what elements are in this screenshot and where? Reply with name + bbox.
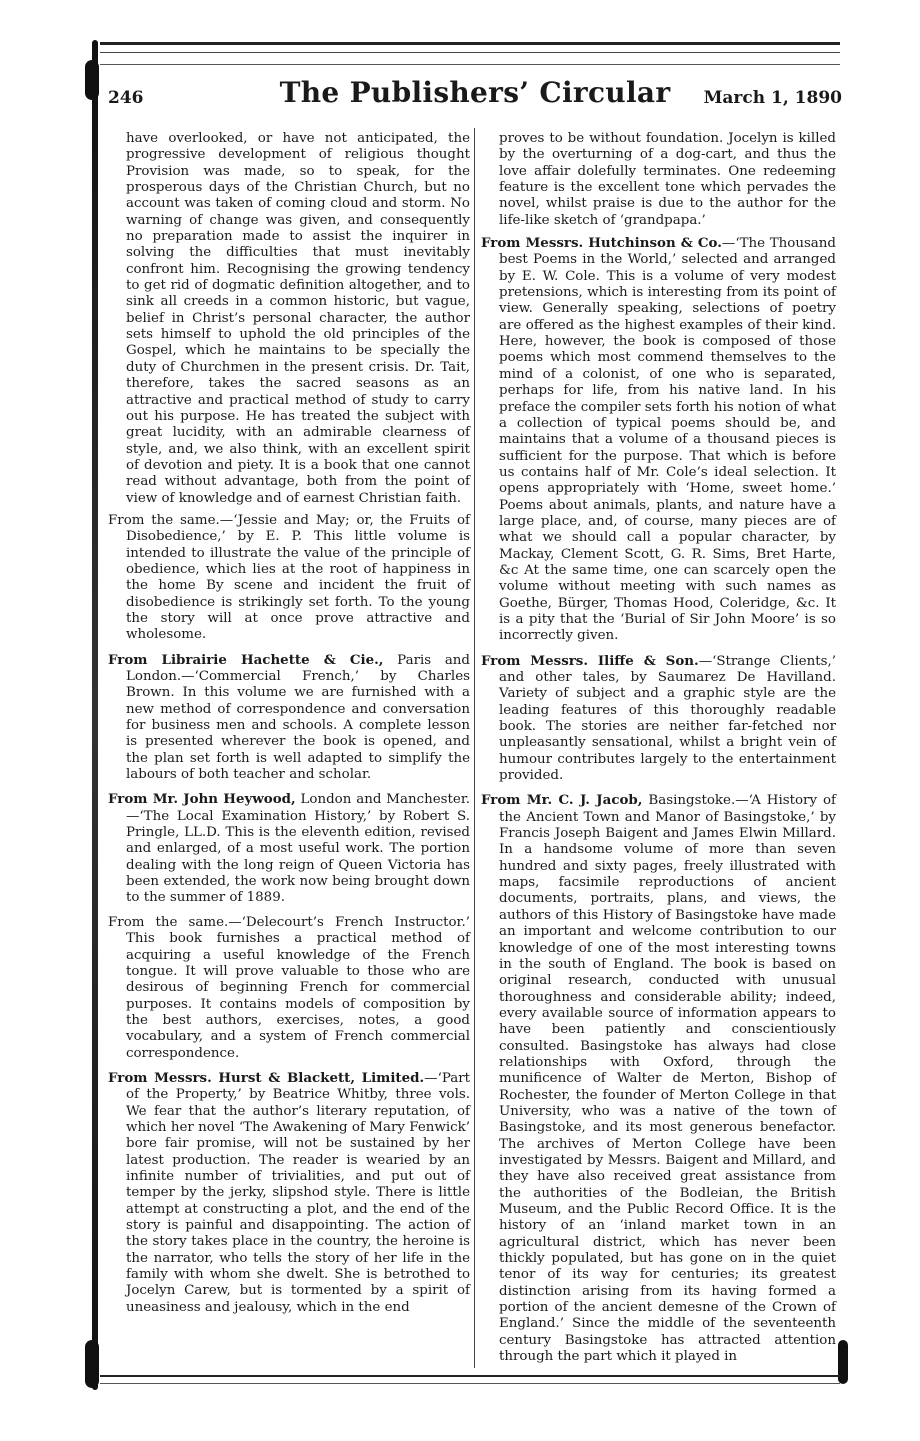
top-rule-thin-2	[100, 64, 840, 65]
issue-date: March 1, 1890	[703, 88, 842, 108]
review-entry	[108, 513, 470, 644]
top-rule-thin	[100, 52, 840, 53]
entry-body: London and Manchester.—‘The Local Examination History,’ by Robert S. Pringle, LL.D. This is the eleventh edition, revised and enlarged, of a most useful work. The portion dealing with the long reign of Queen Victoria has been extended, the work now being brought down to the summer of 1889.	[126, 792, 470, 906]
review-entry	[108, 652, 470, 784]
left-column	[108, 130, 470, 1322]
page-edge-mark	[838, 1340, 848, 1384]
entry-body: —‘Delecourt’s French Instructor.’ This book furnishes a practical method of acquiring a useful knowledge of the French tongue. It will prove valuable to those who are desirous of beginning French for commercial purposes. It contains models of composition by the best authors, exercises, notes, a good vocabulary, and a system of French commercial correspondence.	[126, 914, 470, 1061]
entry-body: —‘Strange Clients,’ and other tales, by Saumarez De Havilland. Variety of subject and a graphic style are the leading features of this thoroughly readable book. The stories are neither far-fetched nor unpleasantly sensational, whilst a bright vein of humour contributes largely to the entertainment provided.	[499, 653, 836, 784]
right-column	[481, 130, 836, 1371]
column-divider	[474, 128, 475, 1368]
entry-body: have overlooked, or have not anticipated, the progressive development of religious thought Provision was made, so to speak, for the prosperous days of the Christian Church, but no account was taken of coming cloud and storm. No warning of change was given, and consequently no preparation made to assist the inquirer in solving the difficulties that must inevitably confront him. Recognising the growing tendency to get rid of dogmatic definition altogether, and to sink all creeds in a common historic, but vague, belief in Christ’s personal character, the author sets himself to uphold the old principles of the Gospel, which he maintains to be specially the duty of Churchmen in the present crisis. Dr. Tait, therefore, takes the sacred seasons as an attractive and practical method of study to carry out his purpose. He has treated the subject with great lucidity, with an admirable clearness of style, and, we also think, with an excellent spirit of devotion and piety. It is a book that one cannot read without advantage, both from the point of view of knowledge and of earnest Christian faith.	[126, 131, 470, 506]
review-entry	[108, 1070, 470, 1316]
binding-mark-bottom	[85, 1340, 99, 1388]
entry-body: —‘The Thousand best Poems in the World,’ selected and arranged by E. W. Cole. This is a volume of very modest pretensions, which is interesting from its point of view. Generally speaking, selections of poetry are offered as the highest examples of their kind. Here, however, the book is composed of those poems which most commend themselves to the mind of a colonist, of one who is separated, perhaps for life, from his native land. In his preface the compiler sets forth his notion of what a collection of typical poems should be, and maintains that a volume of a thousand pieces is sufficient for the purpose. That which is before us contains half of Mr. Cole’s ideal selection. It opens appropriately with ‘Home, sweet home.’ Poems about animals, plants, and nature have a large place, and, of course, many pieces are of what we should call a popular character, by Mackay, Clement Scott, G. R. Sims, Bret Harte, &c At the same time, one can scarcely open the volume without meeting with such names as Goethe, Bürger, Thomas Hood, Coleridge, &c. It is a pity that the ‘Burial of Sir John Moore’ is so incorrectly given.	[499, 236, 836, 644]
review-entry	[481, 130, 836, 229]
bottom-rule-thin	[100, 1383, 840, 1384]
review-entry	[108, 130, 470, 507]
entry-intro: From Mr. C. J. Jacob,	[481, 792, 643, 809]
entry-intro: From the same.	[108, 512, 220, 528]
entry-intro: From Messrs. Hurst & Blackett, Limited.	[108, 1069, 425, 1086]
entry-intro: From Messrs. Hutchinson & Co.	[481, 235, 722, 252]
review-entry	[481, 653, 836, 785]
bottom-rule	[100, 1375, 840, 1377]
entry-body: —‘Jessie and May; or, the Fruits of Disobedience,’ by E. P. This little volume is intended to illustrate the value of the principle of obedience, which lies at the root of happiness in the home By scene and incident the fruit of disobedience is strikingly set forth. To the young the story will at once prove attractive and wholesome.	[126, 512, 470, 643]
binding-mark-top	[85, 60, 99, 100]
entry-body: proves to be without foundation. Jocelyn is killed by the overturning of a dog-cart, and thus the love affair dolefully terminates. One redeeming feature is the excellent tone which pervades the novel, whilst praise is due to the author for the life-like sketch of ‘grandpapa.’	[499, 131, 836, 228]
page-binding-edge	[92, 40, 98, 1390]
entry-body: Paris and London.—‘Commercial French,’ by Charles Brown. In this volume we are furnished with a new method of correspondence and conversation for business men and schools. A complete lesson is presented wherever the book is opened, and the plan set forth is well adapted to simplify the labours of both teacher and scholar.	[126, 652, 470, 783]
entry-intro: From Messrs. Iliffe & Son.	[481, 652, 699, 669]
entry-body: Basingstoke.—‘A History of the Ancient Town and Manor of Basingstoke,’ by Francis Joseph Baigent and James Elwin Millard. In a handsome volume of more than seven hundred and sixty pages, freely illustrated with maps, facsimile reproductions of ancient documents, portraits, plans, and views, the authors of this History of Basingstoke have made an important and welcome contribution to our knowledge of one of the most interesting towns in the south of England. The book is based on original research, conducted with unusual thoroughness and considerable ability; indeed, every available source of information appears to have been patiently and conscientiously consulted. Basingstoke has always had close relationships with Oxford, through the munificence of Walter de Merton, Bishop of Rochester, the founder of Merton College in that University, who was a native of the town of Basingstoke, and its most generous benefactor. The archives of Merton College have been investigated by Messrs. Baigent and Millard, and they have also received great assistance from the authorities of the Bodleian, the British Museum, and the Public Record Office. It is the history of an ‘inland market town in an agricultural district, which has never been thickly populated, but has gone on in the quiet tenor of its way for centuries; its greatest distinction arising from its having formed a portion of the ancient demesne of the Crown of England.’ Since the middle of the seventeenth century Basingstoke has attracted attention through the part which it played in	[499, 793, 837, 1365]
review-entry	[108, 791, 470, 906]
review-entry	[481, 792, 836, 1365]
entry-body: —‘Part of the Property,’ by Beatrice Whitby, three vols. We fear that the author’s literary reputation, of which her novel ‘The Awakening of Mary Fenwick’ bore fair promise, will not be sustained by her latest production. The reader is wearied by an infinite number of trivialities, and put out of temper by the jerky, slipshod style. There is little attempt at constructing a plot, and the end of the story is painful and disappointing. The action of the story takes place in the country, the heroine is the narrator, who tells the story of her life in the family with whom she dwelt. She is betrothed to Jocelyn Carew, but is tormented by a spirit of uneasiness and jealousy, which in the end	[126, 1070, 470, 1315]
page-title: The Publishers’ Circular	[279, 76, 671, 109]
entry-intro: From Mr. John Heywood,	[108, 791, 296, 808]
entry-intro: From the same.	[108, 914, 229, 930]
page-number: 246	[108, 88, 144, 108]
top-rule	[100, 42, 840, 45]
review-entry	[108, 915, 470, 1062]
page-header	[108, 76, 842, 116]
entry-intro: From Librairie Hachette & Cie.,	[108, 651, 384, 668]
review-entry	[481, 235, 836, 645]
